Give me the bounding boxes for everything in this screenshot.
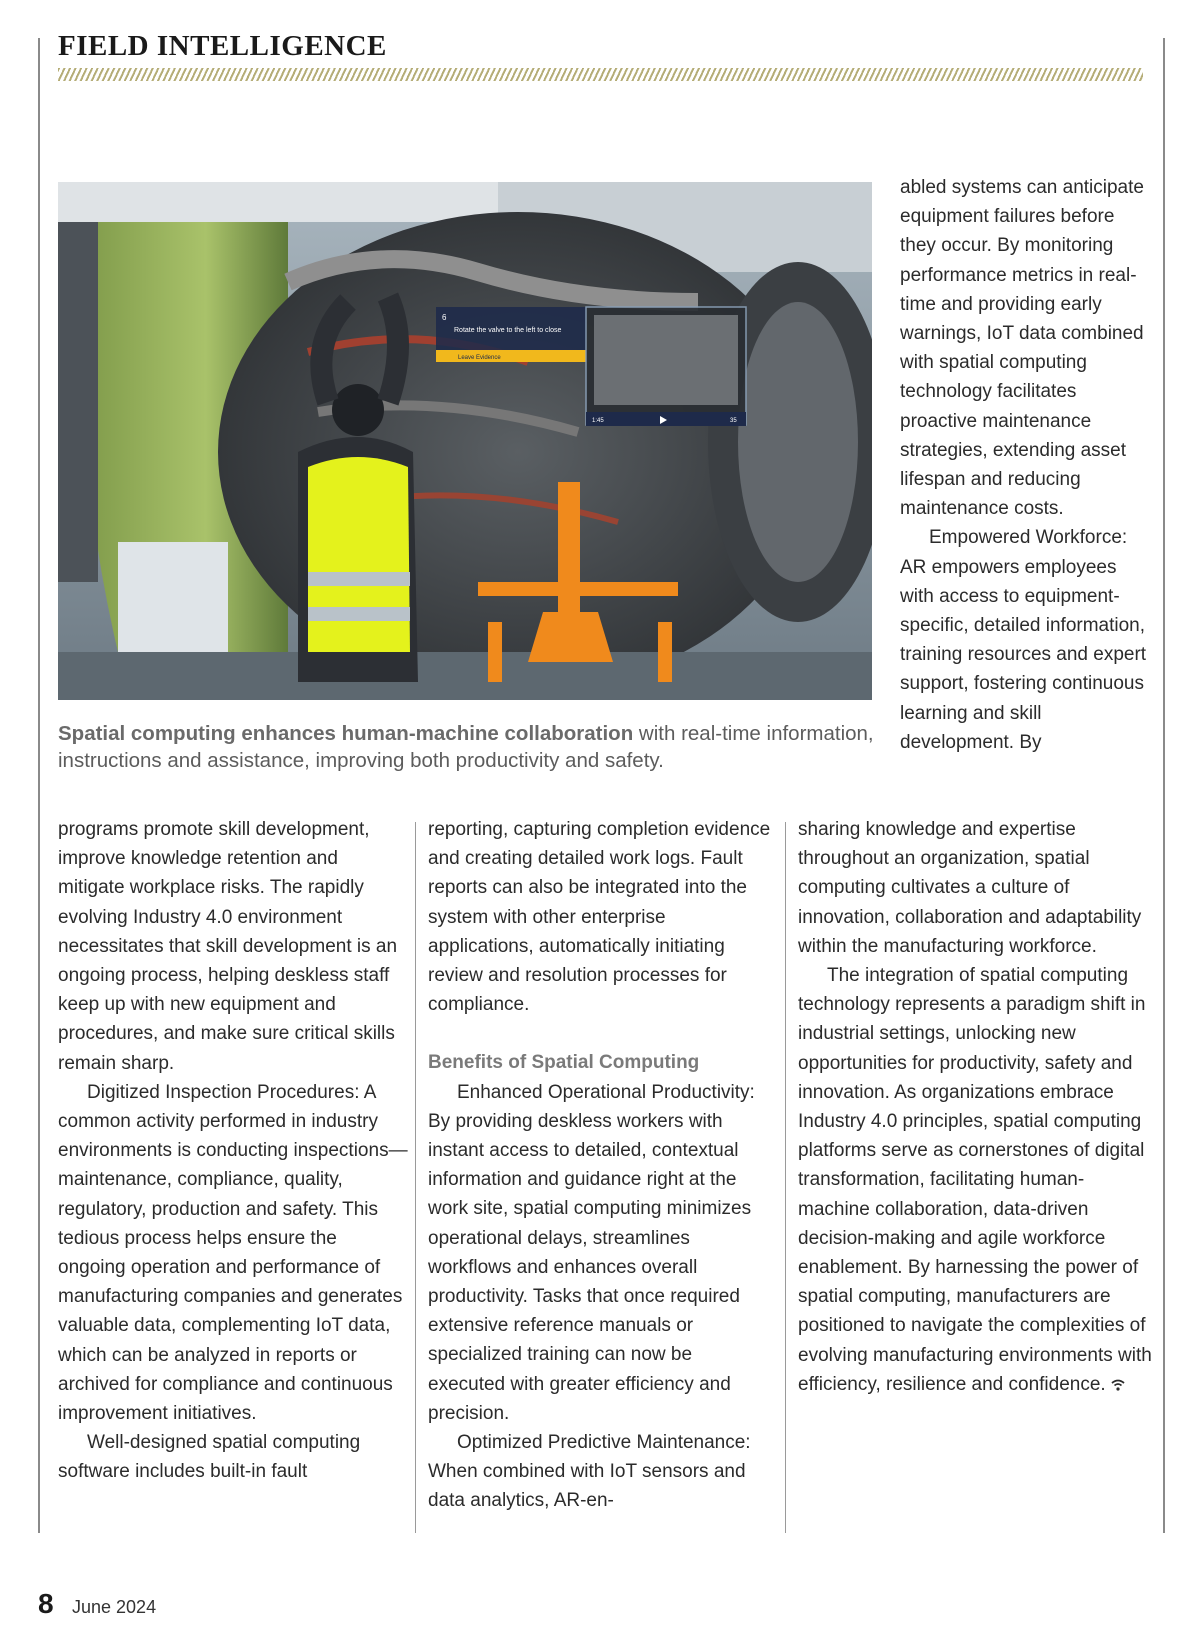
subheading: Benefits of Spatial Computing xyxy=(428,1052,700,1074)
left-margin-rule xyxy=(38,38,40,1533)
paragraph: Empowered Workforce: AR empowers employees with access to equipment-specific, detailed information, training resources and expert support, fostering continuous learning and skill development. By xyxy=(900,527,1147,753)
column-1 xyxy=(58,815,408,1487)
paragraph: reporting, capturing completion evidence and creating detailed work logs. Fault reports can also be integrated into the system with other enterprise applications, automatically initiating review and resolution processes for compliance. xyxy=(428,819,771,1016)
right-margin-rule xyxy=(1163,38,1165,1533)
paragraph: Digitized Inspection Procedures: A common activity performed in industry environments is conducting inspections—maintenance, compliance, quality, regulatory, production and safety. This tedious process helps ensure the ongoing operation and performance of manufacturing companies and generates valuable data, complementing IoT data, which can be analyzed in reports or archived for compliance and continuous improvement initiatives. xyxy=(58,1081,408,1425)
ar-step-number: 6 xyxy=(442,313,447,322)
final-paragraph-text: The integration of spatial computing technology represents a paradigm shift in industrial settings, unlocking new opportunities for productivity, safety and innovation. As organizations embrace Industry 4.0 principles, spatial computing platforms serve as cornerstones of digital transformation, facilitating human-machine collaboration, data-driven decision-making and agile workforce enablement. By harnessing the power of spatial computing, manufacturers are positioned to navigate the complexities of evolving manufacturing environments with efficiency, resilience and confidence. xyxy=(798,965,1152,1395)
photo-caption xyxy=(58,720,878,774)
ar-video-start-time: 1:45 xyxy=(592,418,604,424)
paragraph: Optimized Predictive Maintenance: When combined with IoT sensors and data analytics, AR-en- xyxy=(428,1432,751,1512)
ar-instruction: Rotate the valve to the left to close xyxy=(454,327,562,334)
ar-video-end-time: 35 xyxy=(730,418,737,424)
caption-rest: with real-time information, instructions and assistance, improving both productivity and safety. xyxy=(58,722,874,772)
paragraph: Enhanced Operational Productivity: By providing deskless workers with instant access to detailed, contextual information and guidance right at the work site, spatial computing minimizes operational delays, streamlines workflows and enhances overall productivity. Tasks that once required extensive reference manuals or specialized training can now be executed with greater efficiency and precision. xyxy=(428,1081,755,1424)
column-2 xyxy=(428,815,773,1516)
paragraph: programs promote skill development, improve knowledge retention and mitigate workplace risks. The rapidly evolving Industry 4.0 environment necessitates that skill development is an ongoing process, helping deskless staff keep up with new equipment and procedures, and make sure critical skills remain sharp. xyxy=(58,819,398,1074)
wifi-signal-end-icon xyxy=(1111,1378,1125,1392)
column-divider-2 xyxy=(785,822,786,1533)
column-3 xyxy=(798,815,1153,1399)
caption-lead: Spatial computing enhances human-machine collaboration xyxy=(58,722,634,745)
paragraph: abled systems can anticipate equipment failures before they occur. By monitoring performance metrics in real-time and providing early warnings, IoT data combined with spatial computing technology facilitates proactive maintenance strategies, extending asset lifespan and reducing maintenance costs. xyxy=(900,177,1144,520)
page-number: 8 xyxy=(38,1588,54,1619)
ar-action-label: Leave Evidence xyxy=(458,355,501,361)
header-hatch-rule xyxy=(58,68,1143,81)
column-divider-1 xyxy=(415,822,416,1533)
column-right-top xyxy=(900,173,1150,757)
issue-date: June 2024 xyxy=(72,1597,157,1617)
paragraph: Well-designed spatial computing software includes built-in fault xyxy=(58,1432,361,1483)
article-photo xyxy=(58,182,872,700)
section-title: FIELD INTELLIGENCE xyxy=(58,30,387,62)
paragraph-final xyxy=(798,961,1153,1399)
spacer xyxy=(428,1019,773,1048)
paragraph: sharing knowledge and expertise throughout an organization, spatial computing cultivates a culture of innovation, collaboration and adaptability within the manufacturing workforce. xyxy=(798,819,1142,957)
